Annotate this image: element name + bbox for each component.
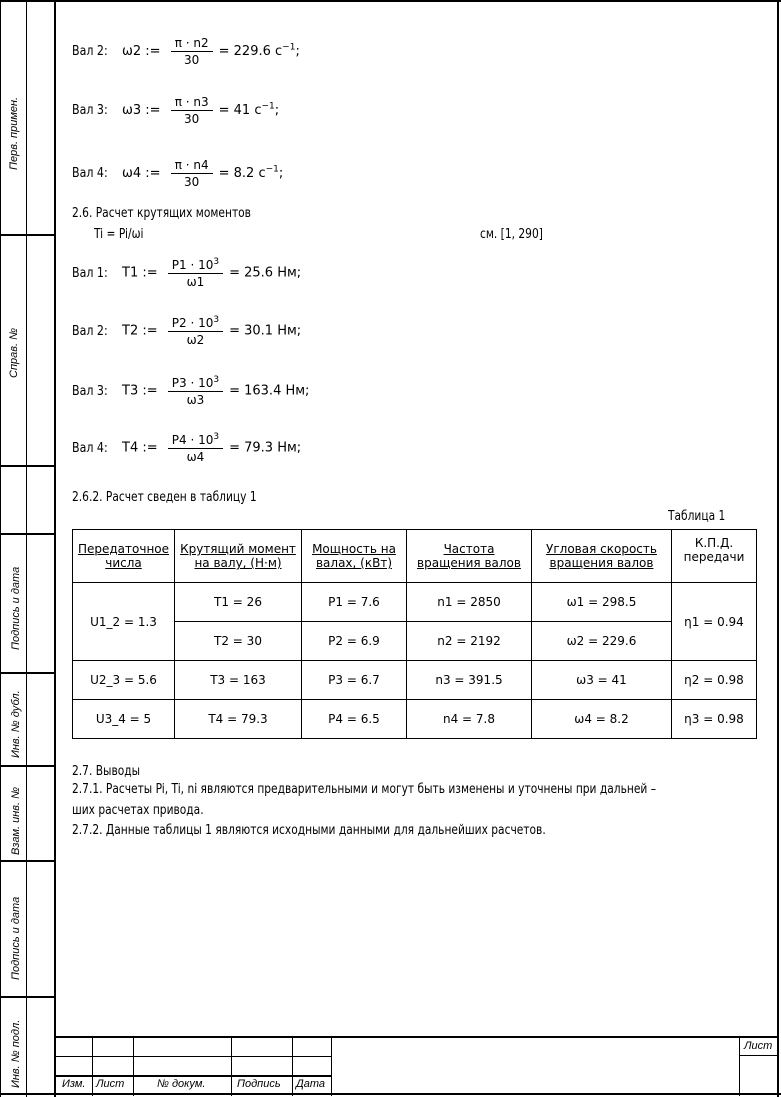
- frame-left: [0, 0, 1, 1097]
- cell-u34: U3_4 = 5: [73, 700, 175, 739]
- cell-t4: T4 = 79.3: [175, 700, 302, 739]
- frame-bottom: [0, 1093, 781, 1095]
- conclusions-p1b: ших расчетах привода.: [72, 803, 204, 818]
- cell-u12: U1_2 = 1.3: [73, 583, 175, 661]
- eq-torque2: Вал 2: T2 := $\frac{P2 \cdot 10^3}{\omega 2}$ = 30.1 Нм;: [72, 315, 302, 347]
- cell-p3: P3 = 6.7: [302, 661, 407, 700]
- header-power: Мощность на валах, (кВт): [302, 530, 407, 583]
- section-heading-26: 2.6. Расчет крутящих моментов: [72, 206, 251, 221]
- side-label-podp2: Подпись и дата: [10, 896, 22, 980]
- cell-p1: P1 = 7.6: [302, 583, 407, 622]
- cell-p2: P2 = 6.9: [302, 622, 407, 661]
- eq-omega2: Вал 2: ω2 := $\frac{\pi \cdot n2}{30}$ = 229.6 $c^{-1}$;: [72, 36, 300, 67]
- side-label-inv-dubl: Инв. № дубл.: [10, 690, 22, 758]
- formula-torque: Ti = Pi/ωi: [94, 227, 144, 242]
- side-divider: [0, 533, 56, 535]
- stamp-col: [739, 1036, 740, 1096]
- header-ratio: Передаточное числа: [73, 530, 175, 583]
- content-left-border: [54, 0, 56, 1097]
- cell-u23: U2_3 = 5.6: [73, 661, 175, 700]
- cell-eta1: η1 = 0.94: [672, 583, 757, 661]
- cell-p4: P4 = 6.5: [302, 700, 407, 739]
- header-efficiency: К.П.Д. передачи: [672, 530, 757, 583]
- stamp-col: [133, 1036, 134, 1096]
- cell-w1: ω1 = 298.5: [532, 583, 672, 622]
- conclusions-p2: 2.7.2. Данные таблицы 1 являются исходными данными для дальнейших расчетов.: [72, 823, 546, 838]
- frame-right: [777, 0, 779, 1097]
- side-label-vzam: Взам. инв. №: [10, 786, 22, 855]
- eq-torque4: Вал 4: T4 := $\frac{P4 \cdot 10^3}{\omega 4}$ = 79.3 Нм;: [72, 432, 302, 464]
- side-label-sprav: Справ. №: [8, 328, 20, 378]
- side-divider: [0, 465, 56, 467]
- header-torque: Крутящий момент на валу, (Н·м): [175, 530, 302, 583]
- cell-w3: ω3 = 41: [532, 661, 672, 700]
- cell-n4: n4 = 7.8: [407, 700, 532, 739]
- cell-t3: T3 = 163: [175, 661, 302, 700]
- stamp-row: [54, 1075, 331, 1077]
- conclusions-title: 2.7. Выводы: [72, 764, 141, 779]
- table-row: [73, 622, 757, 661]
- stamp-podpis: Подпись: [237, 1078, 281, 1090]
- cell-n3: n3 = 391.5: [407, 661, 532, 700]
- stamp-col: [331, 1036, 332, 1096]
- eq-omega4: Вал 4: ω4 := $\frac{\pi \cdot n4}{30}$ = 8.2 $c^{-1}$;: [72, 158, 284, 189]
- cell-t1: T1 = 26: [175, 583, 302, 622]
- stamp-col: [292, 1036, 293, 1096]
- section-heading-262: 2.6.2. Расчет сведен в таблицу 1: [72, 490, 257, 505]
- side-divider: [0, 996, 56, 998]
- eq-omega3: Вал 3: ω3 := $\frac{\pi \cdot n3}{30}$ = 41 $c^{-1}$;: [72, 95, 280, 126]
- side-divider: [0, 860, 56, 862]
- side-divider: [0, 765, 56, 767]
- cell-w2: ω2 = 229.6: [532, 622, 672, 661]
- stamp-row: [54, 1056, 331, 1057]
- stamp-row: [739, 1055, 779, 1056]
- table-header-row: [73, 530, 757, 583]
- conclusions-p1a: 2.7.1. Расчеты Pi, Ti, ni являются предварительными и могут быть изменены и уточнены при дальней –: [72, 782, 657, 797]
- cell-eta2: η2 = 0.98: [672, 661, 757, 700]
- header-frequency: Частота вращения валов: [407, 530, 532, 583]
- table-row: [73, 583, 757, 622]
- summary-table: [72, 529, 757, 739]
- side-label-podp1: Подпись и дата: [10, 566, 22, 650]
- cell-n1: n1 = 2850: [407, 583, 532, 622]
- eq-torque3: Вал 3: T3 := $\frac{P3 \cdot 10^3}{\omega 3}$ = 163.4 Нм;: [72, 375, 310, 407]
- table-row: [73, 661, 757, 700]
- cell-eta3: η3 = 0.98: [672, 700, 757, 739]
- stamp-list: Лист: [96, 1078, 125, 1090]
- side-col-divider: [26, 0, 27, 1097]
- frame-top: [0, 0, 781, 2]
- stamp-list-right: Лист: [744, 1040, 773, 1052]
- stamp-col: [92, 1036, 93, 1096]
- side-label-perv: Перв. примен.: [8, 96, 20, 170]
- stamp-izm: Изм.: [62, 1078, 86, 1090]
- side-divider: [0, 234, 56, 236]
- cell-w4: ω4 = 8.2: [532, 700, 672, 739]
- cell-n2: n2 = 2192: [407, 622, 532, 661]
- side-divider: [0, 672, 56, 674]
- stamp-top: [54, 1036, 779, 1038]
- header-angular: Угловая скорость вращения валов: [532, 530, 672, 583]
- table-row: [73, 700, 757, 739]
- eq-torque1: Вал 1: T1 := $\frac{P1 \cdot 10^3}{\omega 1}$ = 25.6 Нм;: [72, 257, 302, 289]
- cell-t2: T2 = 30: [175, 622, 302, 661]
- stamp-data: Дата: [296, 1078, 326, 1090]
- reference: см. [1, 290]: [480, 227, 543, 242]
- stamp-col: [231, 1036, 232, 1096]
- side-label-inv-podl: Инв. № подл.: [10, 1019, 22, 1088]
- stamp-dokum: № докум.: [157, 1078, 206, 1090]
- table-caption: Таблица 1: [668, 509, 726, 524]
